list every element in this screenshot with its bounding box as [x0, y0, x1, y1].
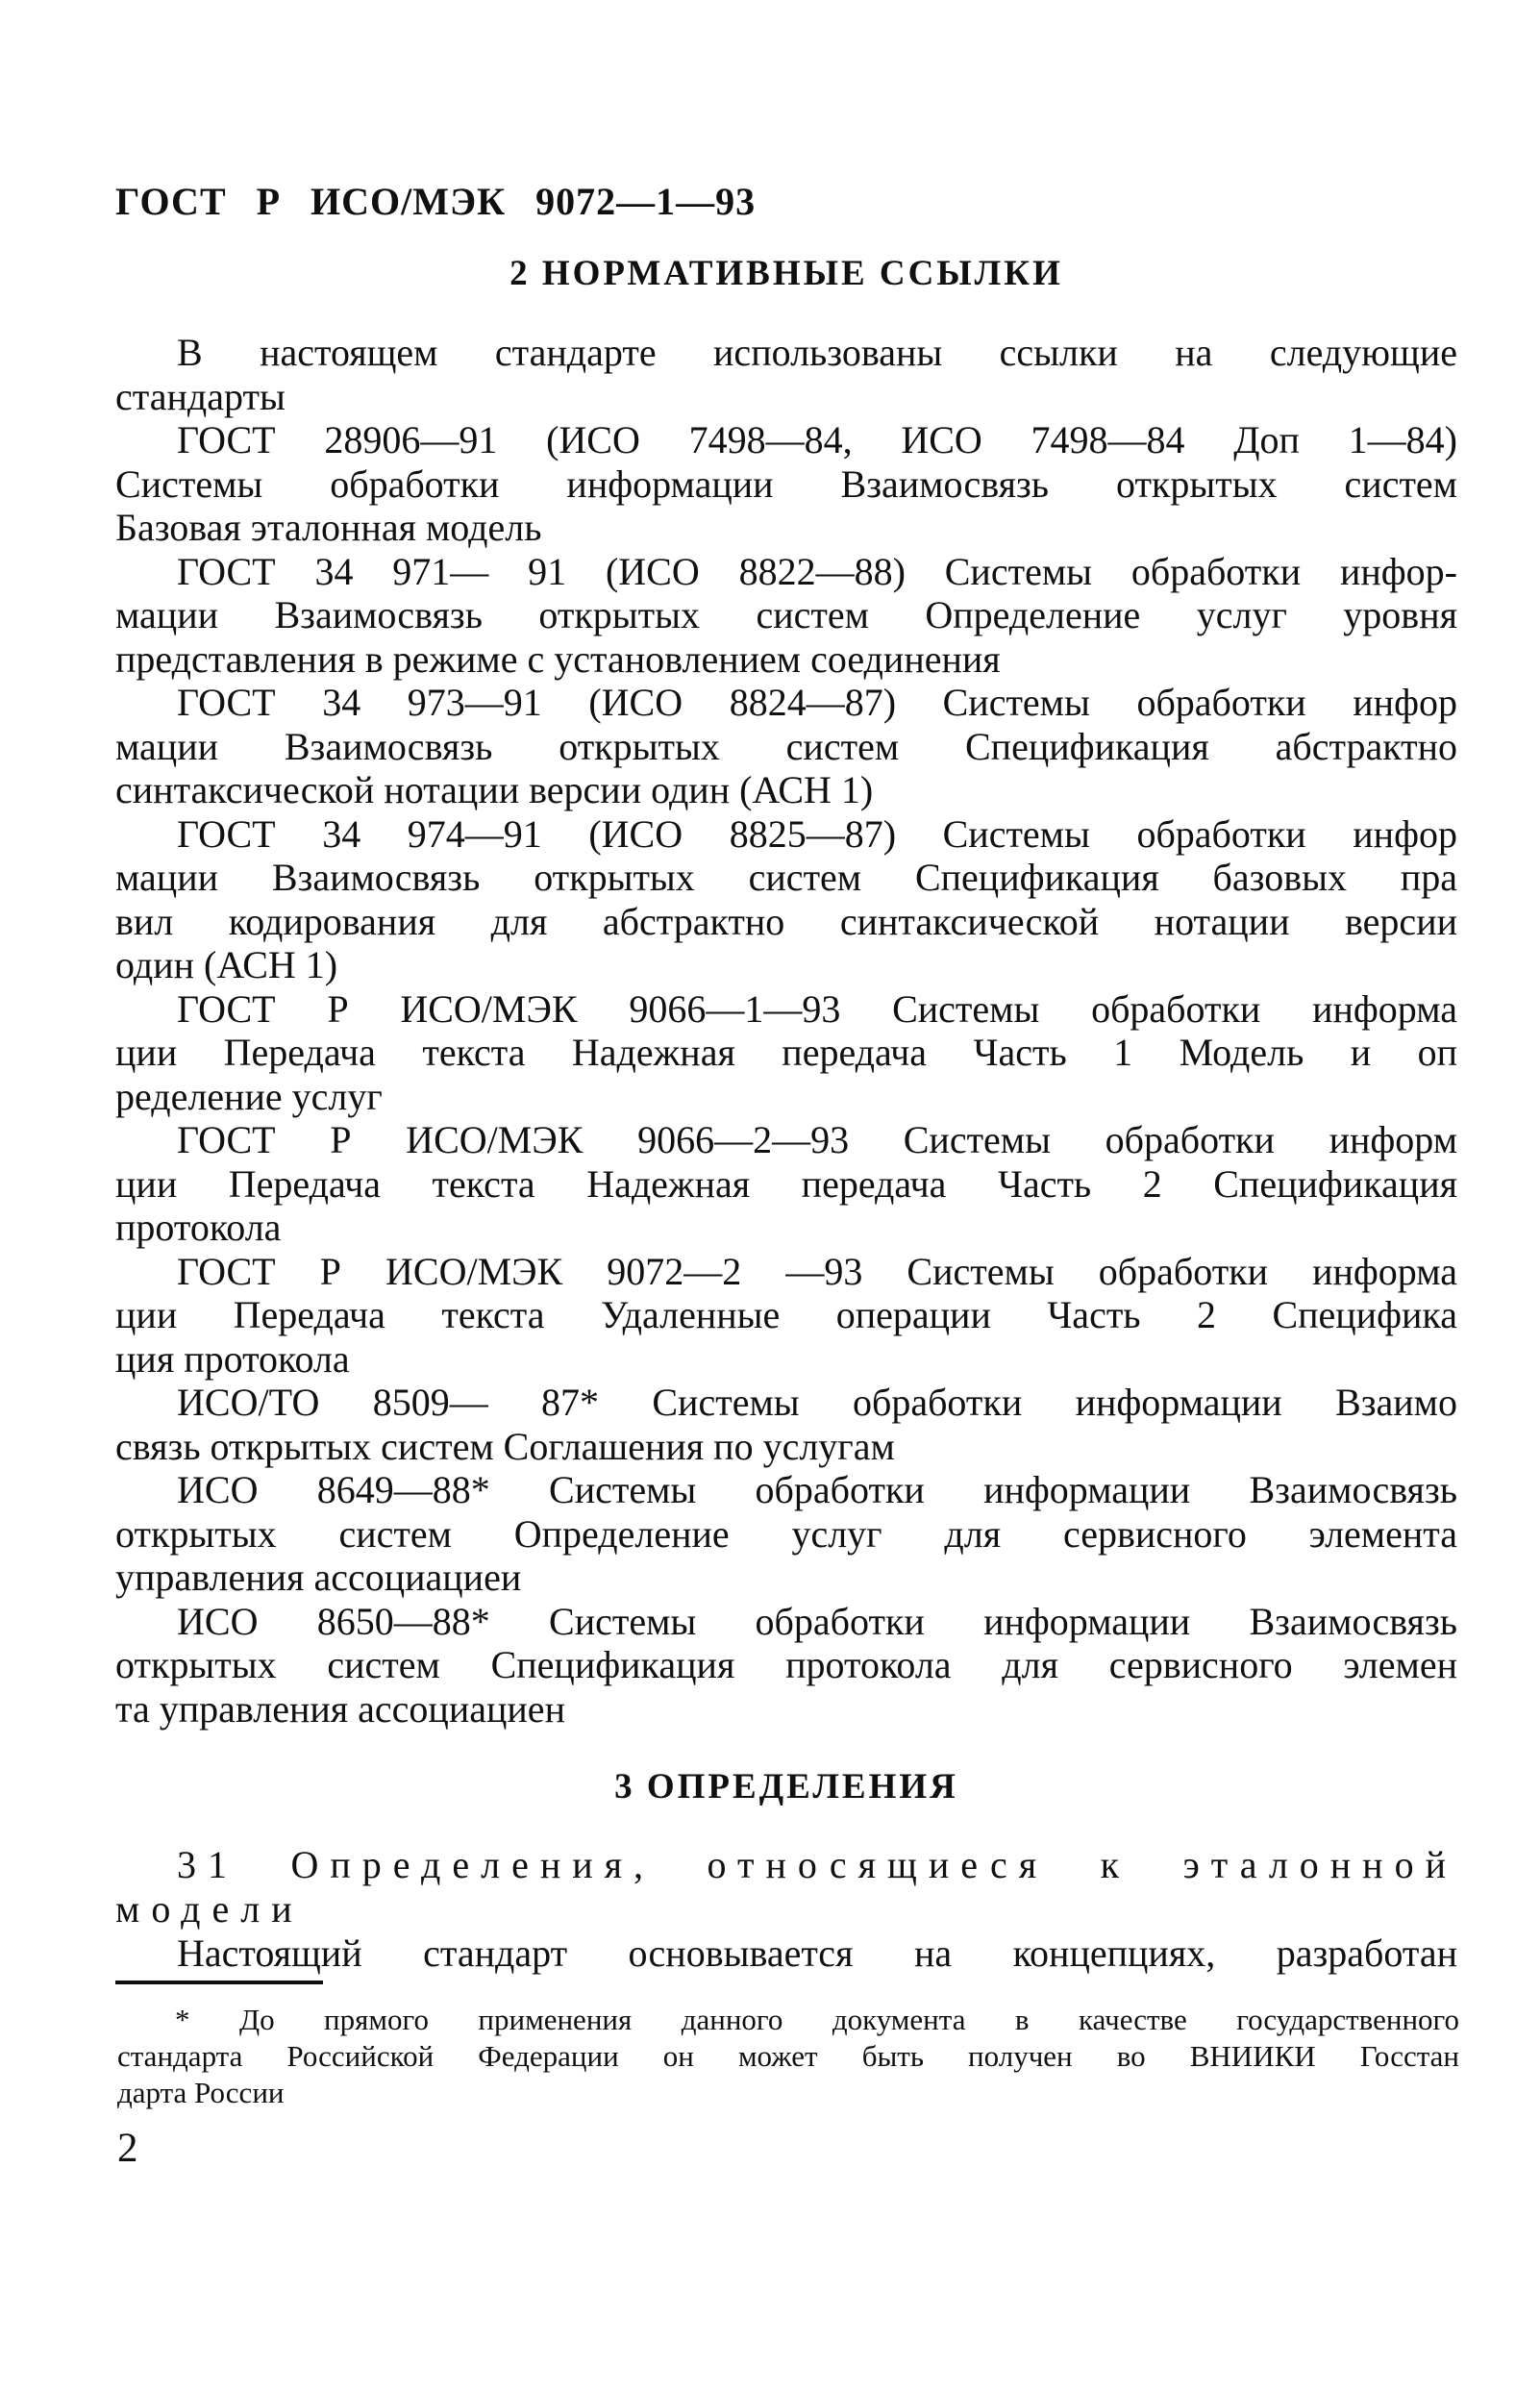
text-line: модели [115, 1886, 304, 1931]
text-line: ГОСТ 34 974—91 (ИСО 8825—87) Системы обработки инфор [177, 811, 1457, 856]
text-line: ГОСТ Р ИСО/МЭК 9066—2—93 Системы обработки информ [177, 1118, 1457, 1161]
text-line: представления в режиме с установлением соединения [115, 636, 1001, 681]
text-line: вил кодирования для абстрактно синтаксической нотации версии [115, 899, 1457, 943]
text-line: ция протокола [115, 1336, 350, 1381]
text-line: мации Взаимосвязь открытых систем Спецификация абстрактно [115, 724, 1457, 768]
text-line: Настоящий стандарт основывается на концепциях, разработан [177, 1931, 1457, 1975]
text-line: Базовая эталонная модель [115, 506, 542, 549]
text-line: ции Передача текста Надежная передача Часть 1 Модель и оп [115, 1031, 1457, 1074]
text-line: открытых систем Определение услуг для сервисного элемента [115, 1511, 1457, 1556]
text-line: ГОСТ Р ИСО/МЭК 9072—2 —93 Системы обработки информа [177, 1249, 1457, 1293]
doc-number-header: ГОСТ Р ИСО/МЭК 9072—1—93 [115, 180, 757, 223]
text-line: Системы обработки информации Взаимосвязь открытых систем [115, 461, 1457, 506]
section-3-body [115, 1931, 1457, 1976]
text-line: ции Передача текста Надежная передача Часть 2 Спецификация [115, 1161, 1457, 1206]
text-line: 31 Определения, относящиеся к эталонной [177, 1843, 1457, 1886]
text-line: ГОСТ 34 973—91 (ИСО 8824—87) Системы обработки инфор [177, 681, 1457, 724]
page-number: 2 [117, 2126, 138, 2171]
text-line: стандарта Российской Федерации он может быть получен во ВНИИКИ Госстан [117, 2039, 1459, 2073]
section-3-subheading [115, 1843, 1457, 1931]
text-line: ГОСТ 34 971— 91 (ИСО 8822—88) Системы обработки инфор- [177, 549, 1457, 593]
text-line: синтаксической нотации версии один (АСН 1) [115, 768, 874, 811]
text-line: мации Взаимосвязь открытых систем Определение услуг уровня [115, 593, 1457, 636]
text-line: ИСО 8650—88* Системы обработки информации Взаимосвязь [177, 1599, 1457, 1643]
text-line: ИСО 8649—88* Системы обработки информации Взаимосвязь [177, 1468, 1457, 1511]
text-line: управления ассоциациеи [115, 1556, 522, 1599]
text-line: ГОСТ 28906—91 (ИСО 7498—84, ИСО 7498—84 Доп 1—84) [177, 418, 1457, 461]
text-line: та управления ассоциациен [115, 1686, 565, 1731]
text-line: ределение услуг [115, 1074, 383, 1118]
footnote-divider [115, 1981, 323, 1984]
text-line: один (АСН 1) [115, 943, 338, 986]
text-line: В настоящем стандарте использованы ссылки на следующие [177, 331, 1457, 374]
text-line: * До прямого применения данного документа в качестве государственного [175, 2003, 1459, 2036]
text-line: ИСО/ТО 8509— 87* Системы обработки информации Взаимо [177, 1381, 1457, 1424]
section-3-heading: 3 ОПРЕДЕЛЕНИЯ [614, 1767, 958, 1806]
text-line: дарта России [117, 2076, 285, 2109]
text-line: ГОСТ Р ИСО/МЭК 9066—1—93 Системы обработки информа [177, 986, 1457, 1031]
text-line: стандарты [115, 374, 286, 418]
footnote [117, 2002, 1459, 2111]
section-2-heading: 2 НОРМАТИВНЫЕ ССЫЛКИ [509, 254, 1063, 293]
text-line: мации Взаимосвязь открытых систем Спецификация базовых пра [115, 856, 1457, 899]
section-2-body [115, 331, 1457, 1731]
text-line: протокола [115, 1206, 282, 1249]
text-line: связь открытых систем Соглашения по услугам [115, 1424, 895, 1468]
text-line: ции Передача текста Удаленные операции Часть 2 Специфика [115, 1293, 1457, 1336]
text-line: открытых систем Спецификация протокола для сервисного элемен [115, 1643, 1457, 1686]
